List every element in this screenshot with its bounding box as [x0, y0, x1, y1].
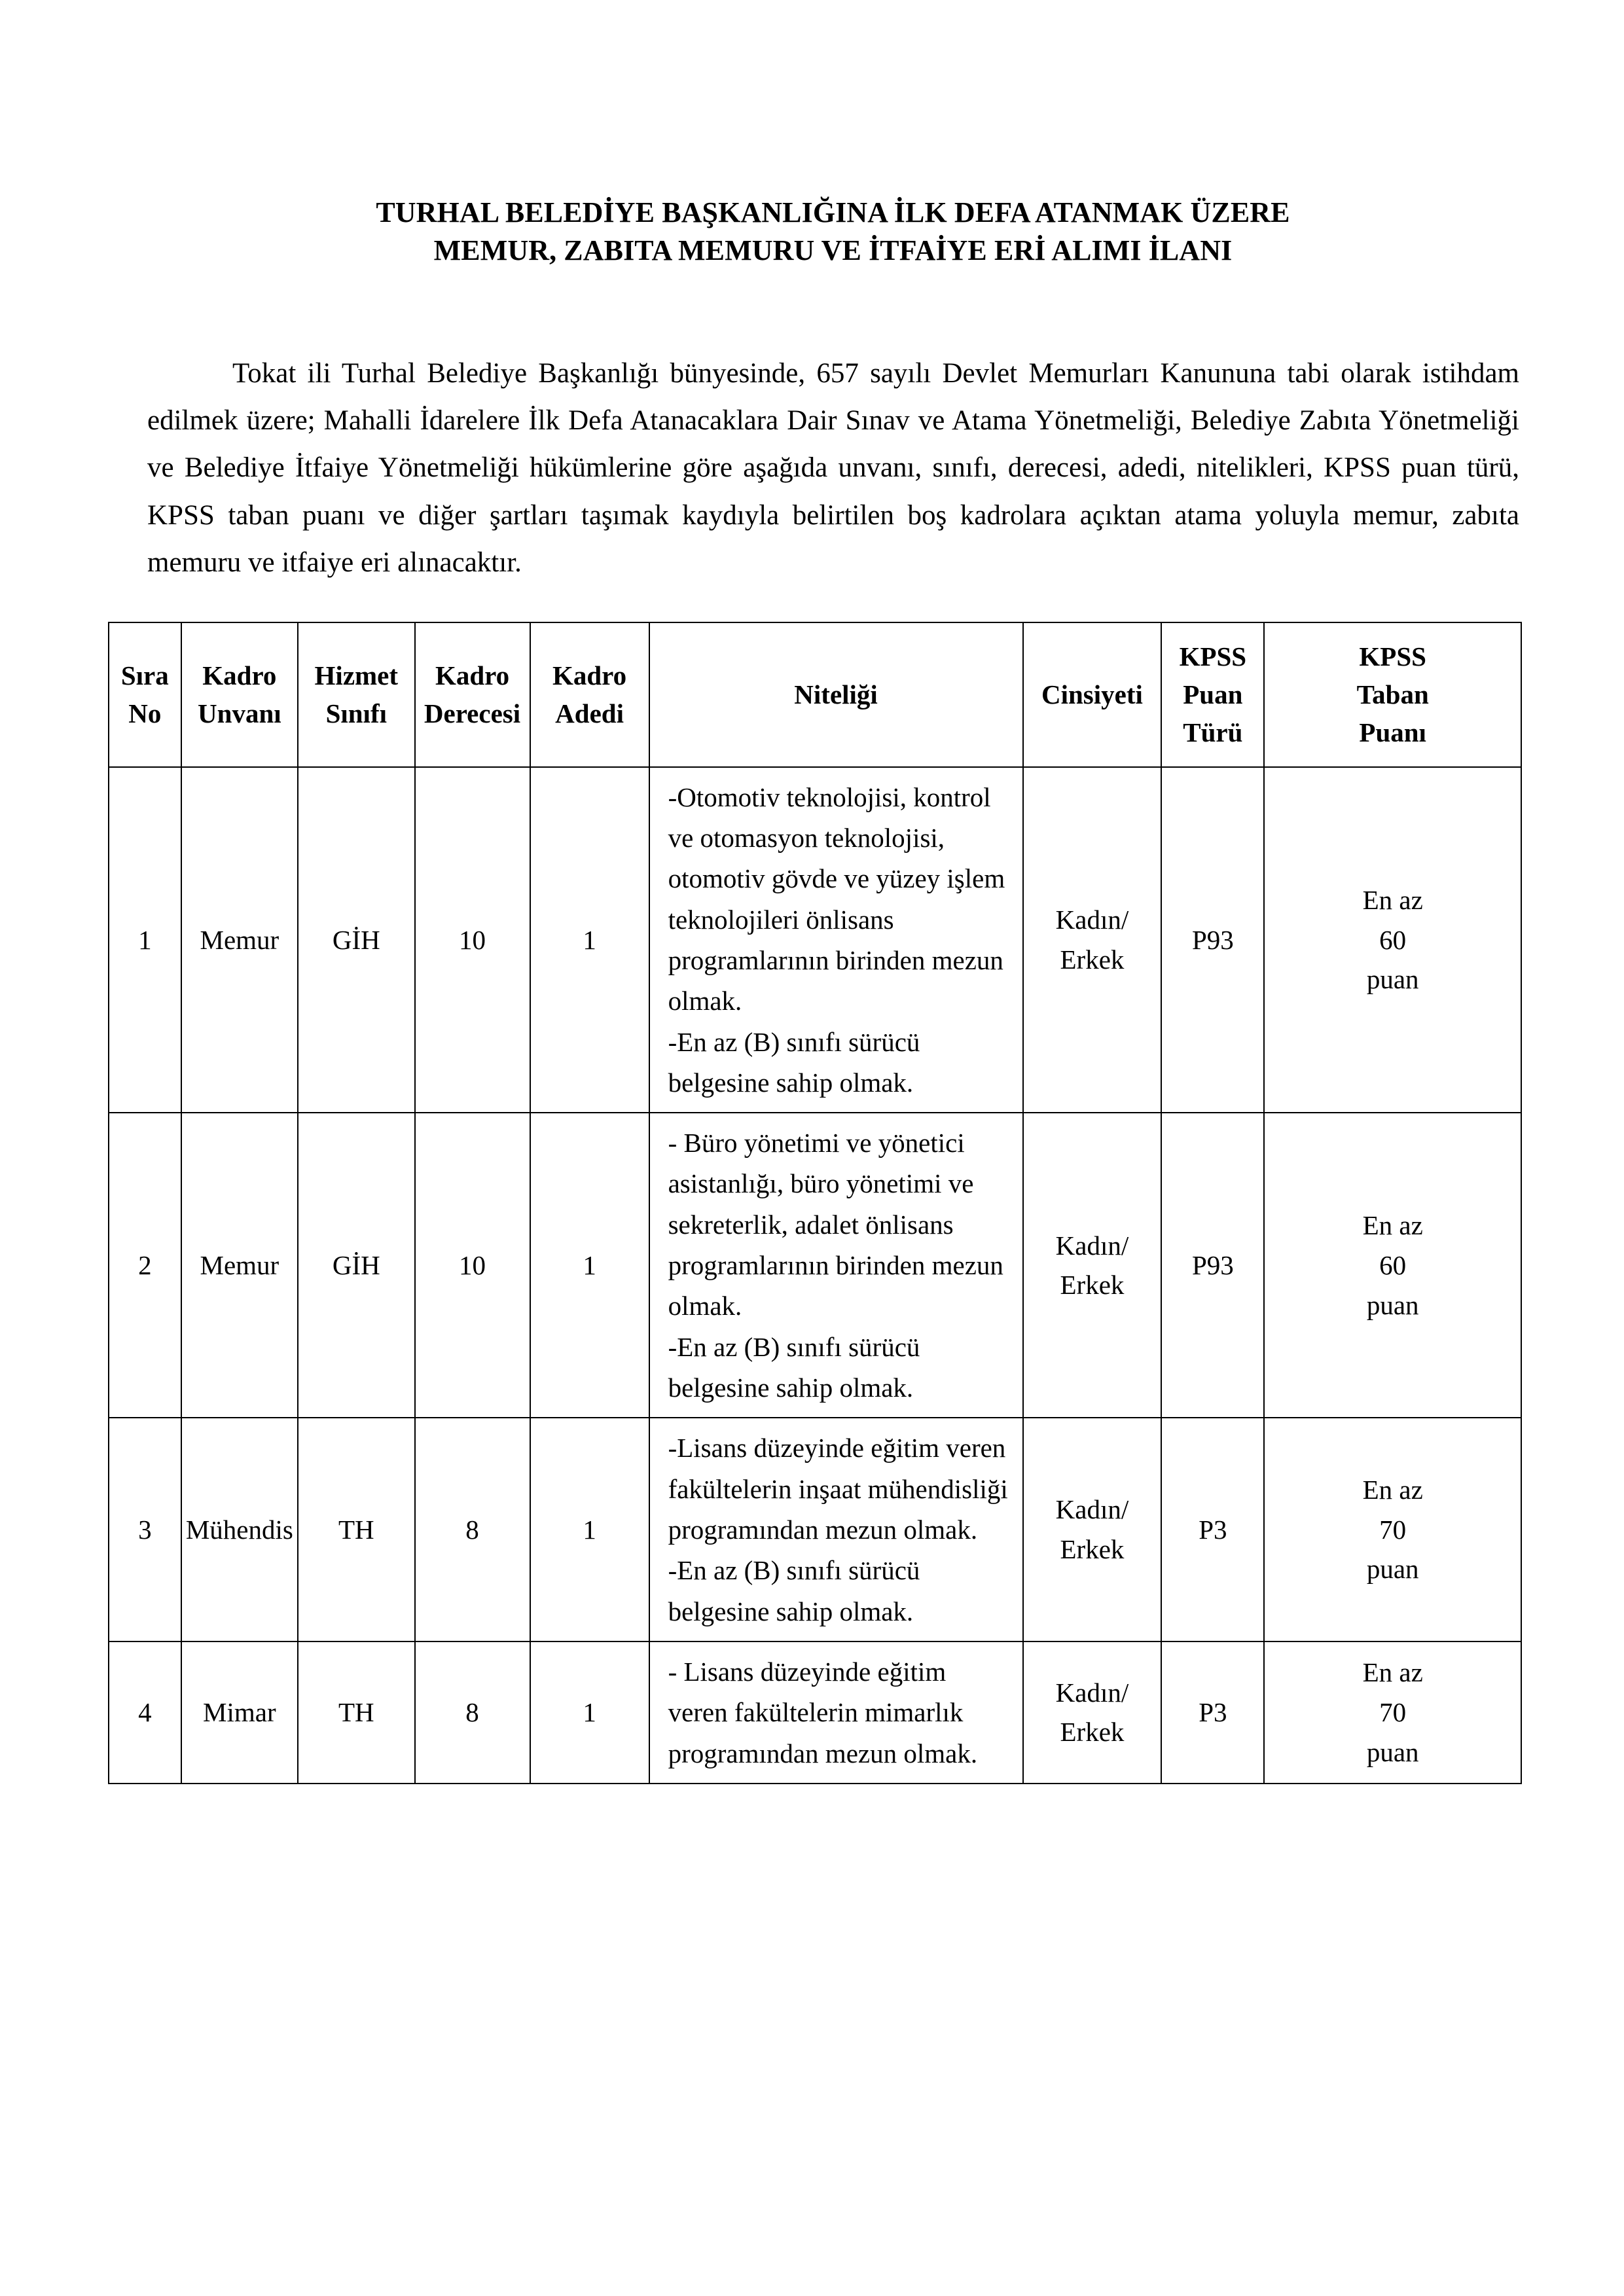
cell-kadro-unvani: Mühendis: [181, 1418, 298, 1641]
cell-kadro-adedi: 1: [530, 1641, 649, 1784]
cell-sira-no: 3: [109, 1418, 181, 1641]
cell-kadro-derecesi: 8: [415, 1418, 530, 1641]
cell-hizmet-sinifi: TH: [298, 1418, 414, 1641]
cell-cinsiyeti: Kadın/ Erkek: [1023, 1418, 1162, 1641]
title-line-1: TURHAL BELEDİYE BAŞKANLIĞINA İLK DEFA ATANMAK ÜZERE: [376, 196, 1290, 228]
table-row: [109, 767, 1521, 1113]
cell-niteligi: -Lisans düzeyinde eğitim veren fakültelerin inşaat mühendisliği programından mezun olmak. -En az (B) sınıfı sürücü belgesine sahip olmak.: [649, 1418, 1023, 1641]
table-body: [109, 767, 1521, 1784]
cell-hizmet-sinifi: GİH: [298, 767, 414, 1113]
kadro-table: [108, 622, 1522, 1784]
cell-kadro-unvani: Mimar: [181, 1641, 298, 1784]
cell-kadro-derecesi: 10: [415, 1113, 530, 1418]
cell-sira-no: 2: [109, 1113, 181, 1418]
header-hizmet-sinifi: Hizmet Sınıfı: [298, 622, 414, 767]
header-cinsiyeti: Cinsiyeti: [1023, 622, 1162, 767]
intro-paragraph: Tokat ili Turhal Belediye Başkanlığı bünyesinde, 657 sayılı Devlet Memurları Kanununa tabi olarak istihdam edilmek üzere; Mahalli İdarelere İlk Defa Atanacaklara Dair Sınav ve Atama Yönetmeliği, Belediye Zabıta Yönetmeliği ve Belediye İtfaiye Yönetmeliği hükümlerine göre aşağıda unvanı, sınıfı, derecesi, adedi, nitelikleri, KPSS puan türü, KPSS taban puanı ve diğer şartları taşımak kaydıyla belirtilen boş kadrolara açıktan atama yoluyla memur, zabıta memuru ve itfaiye eri alınacaktır.: [147, 358, 1519, 578]
kadro-table-wrapper: [108, 622, 1522, 1784]
cell-kpss-puan-turu: P3: [1161, 1641, 1264, 1784]
cell-kadro-unvani: Memur: [181, 767, 298, 1113]
cell-kpss-taban-puani: En az 60 puan: [1264, 767, 1521, 1113]
cell-sira-no: 1: [109, 767, 181, 1113]
table-row: [109, 1641, 1521, 1784]
cell-kpss-puan-turu: P93: [1161, 1113, 1264, 1418]
cell-kpss-taban-puani: En az 60 puan: [1264, 1113, 1521, 1418]
table-row: [109, 1418, 1521, 1641]
cell-kadro-derecesi: 8: [415, 1641, 530, 1784]
cell-kpss-puan-turu: P3: [1161, 1418, 1264, 1641]
header-kadro-adedi: Kadro Adedi: [530, 622, 649, 767]
cell-niteligi: - Büro yönetimi ve yönetici asistanlığı, büro yönetimi ve sekreterlik, adalet önlisans programlarının birinden mezun olmak. -En az (B) sınıfı sürücü belgesine sahip olmak.: [649, 1113, 1023, 1418]
cell-sira-no: 4: [109, 1641, 181, 1784]
cell-kadro-derecesi: 10: [415, 767, 530, 1113]
cell-cinsiyeti: Kadın/ Erkek: [1023, 1113, 1162, 1418]
cell-cinsiyeti: Kadın/ Erkek: [1023, 767, 1162, 1113]
cell-kadro-adedi: 1: [530, 1418, 649, 1641]
header-niteligi: Niteliği: [649, 622, 1023, 767]
title-line-2: MEMUR, ZABITA MEMURU VE İTFAİYE ERİ ALIMI İLANI: [433, 234, 1233, 267]
cell-kadro-adedi: 1: [530, 767, 649, 1113]
table-header-row: [109, 622, 1521, 767]
cell-hizmet-sinifi: GİH: [298, 1113, 414, 1418]
header-kpss-taban-puani: KPSS Taban Puanı: [1264, 622, 1521, 767]
cell-hizmet-sinifi: TH: [298, 1641, 414, 1784]
header-kpss-puan-turu: KPSS Puan Türü: [1161, 622, 1264, 767]
cell-kpss-taban-puani: En az 70 puan: [1264, 1641, 1521, 1784]
table-row: [109, 1113, 1521, 1418]
cell-niteligi: -Otomotiv teknolojisi, kontrol ve otomasyon teknolojisi, otomotiv gövde ve yüzey işlem teknolojileri önlisans programlarının birinden mezun olmak. -En az (B) sınıfı sürücü belgesine sahip olmak.: [649, 767, 1023, 1113]
cell-kadro-unvani: Memur: [181, 1113, 298, 1418]
cell-cinsiyeti: Kadın/ Erkek: [1023, 1641, 1162, 1784]
document-title: [147, 194, 1519, 270]
header-sira-no: Sıra No: [109, 622, 181, 767]
cell-niteligi: - Lisans düzeyinde eğitim veren fakültelerin mimarlık programından mezun olmak.: [649, 1641, 1023, 1784]
header-kadro-unvani: Kadro Unvanı: [181, 622, 298, 767]
cell-kpss-puan-turu: P93: [1161, 767, 1264, 1113]
cell-kadro-adedi: 1: [530, 1113, 649, 1418]
cell-kpss-taban-puani: En az 70 puan: [1264, 1418, 1521, 1641]
header-kadro-derecesi: Kadro Derecesi: [415, 622, 530, 767]
